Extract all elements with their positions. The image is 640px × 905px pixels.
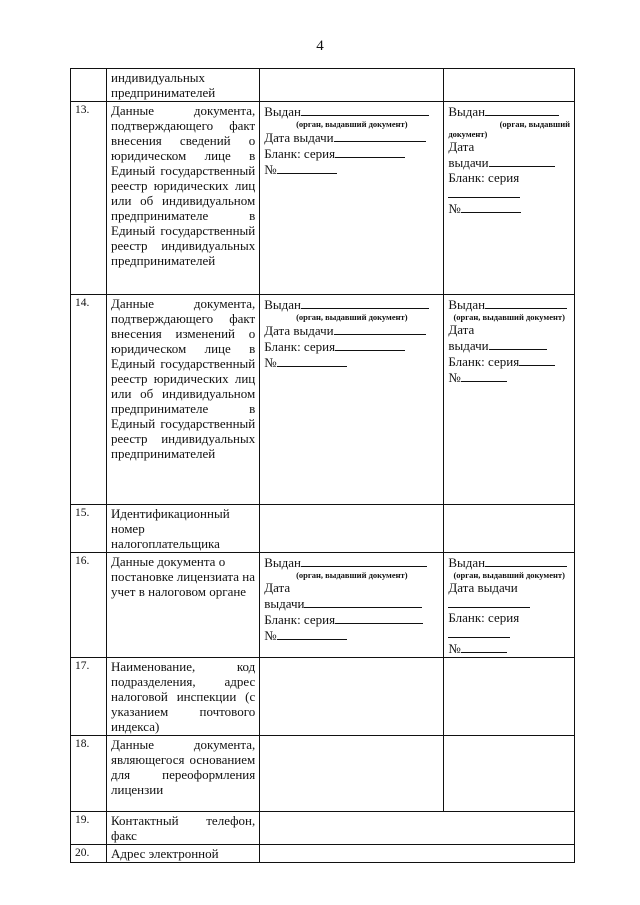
row-number: 14. — [71, 295, 107, 505]
number-blank — [461, 369, 507, 382]
row-number: 19. — [71, 812, 107, 845]
table-row — [71, 553, 575, 658]
row-number: 17. — [71, 658, 107, 736]
issue-date-blank — [334, 129, 426, 142]
issue-date-label: Дата выдачи — [264, 323, 334, 338]
issue-date-label: Дата — [264, 580, 291, 595]
issued-blank — [485, 103, 559, 116]
issue-date-label: выдачи — [264, 596, 305, 611]
row-number: 16. — [71, 553, 107, 658]
number-label: № — [448, 370, 461, 385]
row-description: Данные документа, подтверждающего факт внесения изменений о юридическом лице в Единый государственный реестр юридических лиц или об индивидуальном предпринимателе в Единый государственный реестр индивидуальных предпринимателей — [107, 295, 260, 505]
table-row — [71, 69, 575, 102]
form-series-blank — [448, 625, 510, 638]
issuer-note: (орган, выдавший документ) — [453, 570, 565, 580]
value-cell — [260, 505, 444, 553]
issuer-note: (орган, выдавший документ) — [296, 119, 408, 129]
row-description: Данные документа, подтверждающего факт внесения сведений о юридическом лице в Единый государственный реестр юридических лиц или об индивидуальном предпринимателе в Единый государственный реестр индивидуальных предпринимателей — [107, 102, 260, 295]
number-blank — [461, 200, 521, 213]
value-cell — [260, 845, 575, 863]
table-row — [71, 505, 575, 553]
value-cell — [444, 295, 575, 505]
form-series-label: Бланк: серия — [448, 354, 520, 369]
number-blank — [461, 640, 507, 653]
table-row — [71, 812, 575, 845]
issue-date-label: Дата выдачи — [264, 130, 334, 145]
row-number: 15. — [71, 505, 107, 553]
row-description: Адрес электронной — [107, 845, 260, 863]
issue-date-label: Дата — [448, 322, 475, 337]
row-description: Идентификационный номер налогоплательщика — [107, 505, 260, 553]
issued-label: Выдан — [448, 104, 486, 119]
issued-blank — [301, 554, 427, 567]
issue-date-blank — [334, 322, 426, 335]
number-blank — [277, 161, 337, 174]
number-label: № — [448, 201, 461, 216]
value-cell — [260, 553, 444, 658]
issuer-note: (орган, выдавший документ) — [296, 570, 408, 580]
value-cell — [260, 102, 444, 295]
issuer-note: (орган, выдавший документ) — [296, 312, 408, 322]
issued-label: Выдан — [264, 297, 301, 312]
issue-date-label: Дата выдачи — [448, 580, 518, 595]
page-number: 4 — [316, 38, 324, 54]
issued-label: Выдан — [448, 555, 486, 570]
row-description: Контактный телефон, факс — [107, 812, 260, 845]
value-cell — [260, 736, 444, 812]
value-cell — [444, 505, 575, 553]
number-label: № — [448, 641, 461, 656]
issue-date-blank — [489, 337, 547, 350]
number-label: № — [264, 355, 277, 370]
value-cell — [444, 553, 575, 658]
value-cell — [260, 69, 444, 102]
form-series-label: Бланк: серия — [448, 610, 520, 625]
row-number — [71, 69, 107, 102]
issue-date-blank — [304, 595, 422, 608]
form-series-blank — [335, 338, 405, 351]
form-series-blank — [335, 145, 405, 158]
form-series-label: Бланк: серия — [264, 339, 336, 354]
issue-date-label: Дата — [448, 139, 475, 154]
issue-date-blank — [448, 595, 530, 608]
form-series-blank — [448, 185, 520, 198]
value-cell — [260, 812, 575, 845]
value-cell — [444, 658, 575, 736]
row-number: 13. — [71, 102, 107, 295]
row-description: Данные документа о постановке лицензиата на учет в налоговом органе — [107, 553, 260, 658]
issued-blank — [485, 554, 567, 567]
issued-blank — [301, 103, 429, 116]
value-cell — [260, 295, 444, 505]
value-cell — [444, 69, 575, 102]
row-number: 20. — [71, 845, 107, 863]
issued-blank — [301, 296, 429, 309]
issued-label: Выдан — [264, 555, 301, 570]
form-series-blank — [335, 611, 423, 624]
issue-date-blank — [489, 154, 555, 167]
form-series-label: Бланк: серия — [264, 612, 336, 627]
table-row — [71, 295, 575, 505]
form-series-label: Бланк: серия — [448, 170, 520, 185]
table-row — [71, 845, 575, 863]
value-cell — [444, 736, 575, 812]
issued-label: Выдан — [448, 297, 486, 312]
issuer-note: (орган, выдавший — [499, 119, 570, 129]
issuer-note: (орган, выдавший документ) — [453, 312, 565, 322]
form-series-label: Бланк: серия — [264, 146, 336, 161]
issued-blank — [485, 296, 567, 309]
issue-date-label: выдачи — [448, 155, 489, 170]
value-cell — [260, 658, 444, 736]
number-label: № — [264, 162, 277, 177]
form-series-blank — [519, 353, 555, 366]
row-number: 18. — [71, 736, 107, 812]
issued-label: Выдан — [264, 104, 301, 119]
number-blank — [277, 627, 347, 640]
number-blank — [277, 354, 347, 367]
value-cell — [444, 102, 575, 295]
row-description: Данные документа, являющегося основанием для переоформления лицензии — [107, 736, 260, 812]
number-label: № — [264, 628, 277, 643]
table-row — [71, 658, 575, 736]
table-row — [71, 736, 575, 812]
license-form-table — [70, 68, 575, 863]
row-description: Наименование, код подразделения, адрес налоговой инспекции (с указанием почтового индекса) — [107, 658, 260, 736]
issuer-note: документ) — [448, 129, 488, 139]
issue-date-label: выдачи — [448, 338, 489, 353]
row-description: индивидуальных предпринимателей — [107, 69, 260, 102]
table-row — [71, 102, 575, 295]
